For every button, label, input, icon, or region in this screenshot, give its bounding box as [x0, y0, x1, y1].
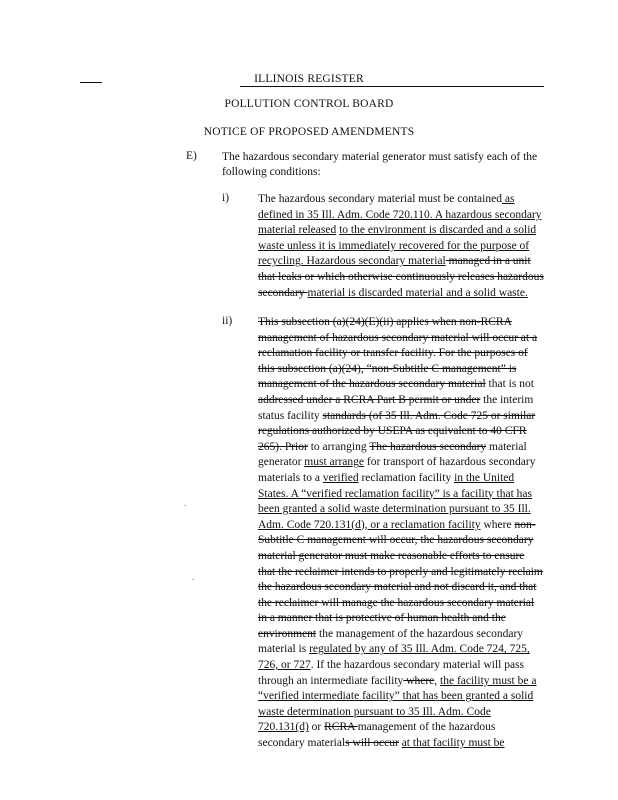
deleted-text: RCRA: [324, 721, 358, 734]
deleted-text: non-Subtitle C management will occur, the hazardous secondary material generator must make reasonable efforts to ensure that the reclaimer intends to properly and legitimately reclaim the hazardous secondary material and not discard it, and that the reclaimer will manage the hazardous secondary material in a manner that is protective of human health and the environment: [258, 518, 543, 640]
text-segment: The hazardous secondary material must be contained: [258, 193, 502, 205]
added-text: the facility must be a “verified intermediate facility” that has been granted a solid waste determination pursuant to 35 Ill. Adm. Code 720.131(d): [258, 674, 537, 734]
text-segment: for transport of hazardous secondary materials to a: [258, 456, 536, 484]
text-segment: where: [480, 518, 515, 531]
added-text: verified: [322, 471, 359, 484]
text-segment: . If the hazardous secondary material will pass through an intermediate facility: [258, 659, 525, 687]
margin-mark: .: [192, 572, 195, 582]
added-text: as defined in 35 Ill. Adm. Code 720.110. A hazardous secondary material released: [258, 193, 542, 237]
register-title: ILLINOIS REGISTER: [254, 73, 364, 85]
deleted-text: where: [403, 674, 435, 687]
deleted-text: The hazardous secondary: [369, 440, 487, 453]
deleted-text: standards (of 35 Ill. Adm. Code 725 or similar regulations authorized by USEPA as equivalent to 40 CFR 265). Prior: [258, 409, 536, 453]
text-segment: the management of the hazardous secondary material is: [258, 627, 524, 656]
added-text: material is discarded material and a solid waste.: [307, 286, 528, 299]
text-segment: or: [308, 721, 325, 734]
item-i-label: i): [222, 192, 230, 204]
text-segment: material generator: [258, 440, 527, 469]
deleted-text: managed in a unit that leaks or which otherwise continuously releases hazardous secondary: [258, 255, 544, 299]
notice-title: NOTICE OF PROPOSED AMENDMENTS: [203, 126, 415, 138]
text-segment: management of the hazardous secondary material: [258, 721, 496, 750]
text-segment: that is not: [485, 378, 534, 391]
deleted-text: addressed under a RCRA Part B permit or under: [258, 393, 481, 406]
board-title: POLLUTION CONTROL BOARD: [224, 98, 394, 110]
margin-mark: .: [184, 498, 187, 508]
text-segment: the interim status facility: [258, 393, 534, 422]
added-text: regulated by any of 35 Ill. Adm. Code 724, 725, 726, or 727: [258, 643, 530, 672]
item-i-text: [258, 192, 544, 301]
added-text: to the environment is discarded and a solid waste unless it is immediately recovered for the purpose of recycling. Hazardous secondary material: [258, 224, 537, 268]
deleted-text: This subsection (a)(24)(E)(ii) applies when non-RCRA management of hazardous secondary material will occur at a reclamation facility or transfer facility. For the purposes of this subsection (a)(24), “non-Subtitle C management” is management of the hazardous secondary material: [258, 316, 538, 391]
deleted-text: s will occur: [345, 737, 399, 750]
added-text: must arrange: [304, 456, 365, 469]
added-text: at that facility must be: [401, 737, 505, 750]
added-text: in the United States. A “verified reclamation facility” is a facility that has been granted a solid waste determination pursuant to 35 Ill. Adm. Code 720.131(d), or a reclamation facility: [258, 471, 532, 531]
item-ii-text: [258, 315, 544, 752]
section-e-text: The hazardous secondary material generator must satisfy each of the following conditions:: [222, 151, 538, 178]
text-segment: reclamation facility: [358, 471, 455, 484]
header-rule-right: [240, 86, 544, 87]
text-segment: to arranging: [307, 440, 370, 453]
text-segment: ,: [434, 674, 441, 687]
item-ii-label: ii): [222, 315, 233, 327]
section-e-label: E): [186, 150, 197, 162]
